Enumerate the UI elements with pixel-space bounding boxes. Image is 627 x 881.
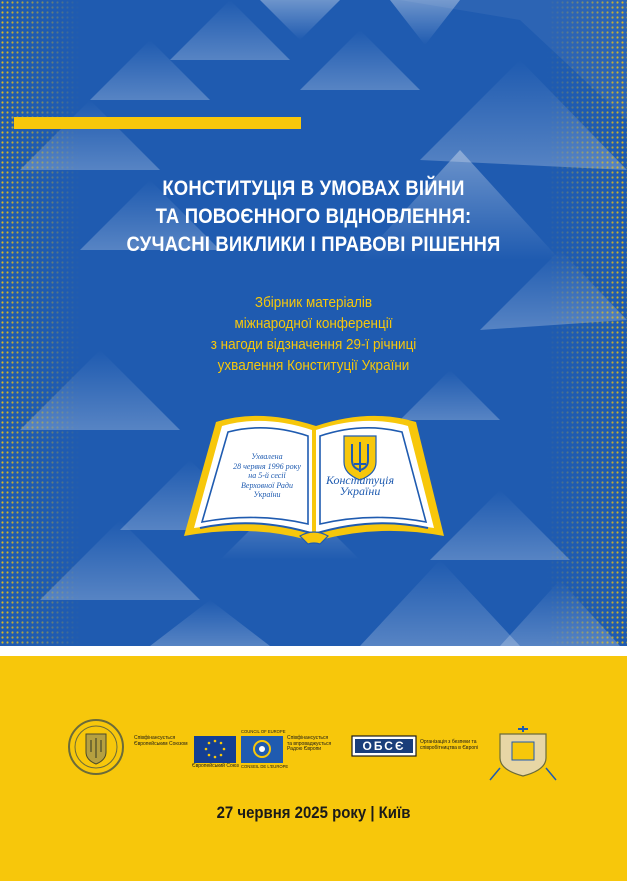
eu-cofinanced-logo — [194, 736, 236, 763]
cover-bottom-panel — [0, 656, 627, 881]
eu-caption-line-1: Співфінансується — [134, 735, 176, 741]
subtitle-line-3: з нагоди відзначення 29-ї річниці — [210, 336, 417, 353]
constitution-book-icon — [180, 404, 447, 549]
academy-emblem-right-icon — [490, 726, 556, 780]
book-right-line-1: Конституція — [325, 473, 395, 487]
subtitle-line-4: ухвалення Конституції України — [217, 357, 410, 374]
subtitle-line-1: Збірник матеріалів — [254, 294, 373, 311]
coe-bottom-text: CONSEIL DE L'EUROPE — [241, 764, 289, 769]
coe-caption-line-2: та впроваджується — [287, 740, 332, 747]
title-line-2: ТА ПОВОЄННОГО ВІДНОВЛЕННЯ: — [155, 204, 472, 228]
partner-logos — [0, 656, 627, 881]
book-left-line-2: 28 червня 1996 року — [233, 461, 301, 471]
coe-caption-line-3: Радою Європи — [287, 746, 322, 752]
book-left-page-text — [228, 452, 306, 500]
book-left-line-3: на 5-й сесії — [248, 471, 286, 480]
osce-text: ОБСЄ — [362, 739, 406, 753]
event-date-location: 27 червня 2025 року | Київ — [216, 803, 411, 822]
book-left-line-1: Ухвалена — [251, 452, 283, 461]
eu-flag-caption: Європейський Союз — [192, 763, 239, 769]
coe-top-text: COUNCIL OF EUROPE — [241, 729, 286, 734]
accent-bar — [14, 117, 301, 129]
divider-band — [0, 646, 627, 656]
eu-caption-line-2: Європейським Союзом — [134, 740, 188, 747]
subtitle-line-2: міжнародної конференції — [234, 315, 393, 332]
council-of-europe-logo — [241, 736, 283, 763]
book-left-line-4: Верховної Ради — [241, 480, 293, 490]
osce-caption-line-2: співробітництва в Європі — [420, 744, 478, 751]
osce-caption-line-1: Організація з безпеки та — [420, 739, 477, 745]
book-right-line-2: України — [339, 484, 381, 498]
title-line-1: КОНСТИТУЦІЯ В УМОВАХ ВІЙНИ — [162, 176, 465, 200]
eu-caption — [134, 736, 192, 747]
coe-caption — [287, 736, 345, 753]
title-line-3: СУЧАСНІ ВИКЛИКИ І ПРАВОВІ РІШЕННЯ — [126, 232, 501, 256]
book-right-page-text — [320, 475, 400, 497]
court-emblem-left-icon — [69, 720, 123, 774]
coe-caption-line-1: Співфінансується — [287, 735, 329, 741]
book-left-line-5: України — [253, 490, 281, 499]
osce-caption — [420, 740, 500, 751]
